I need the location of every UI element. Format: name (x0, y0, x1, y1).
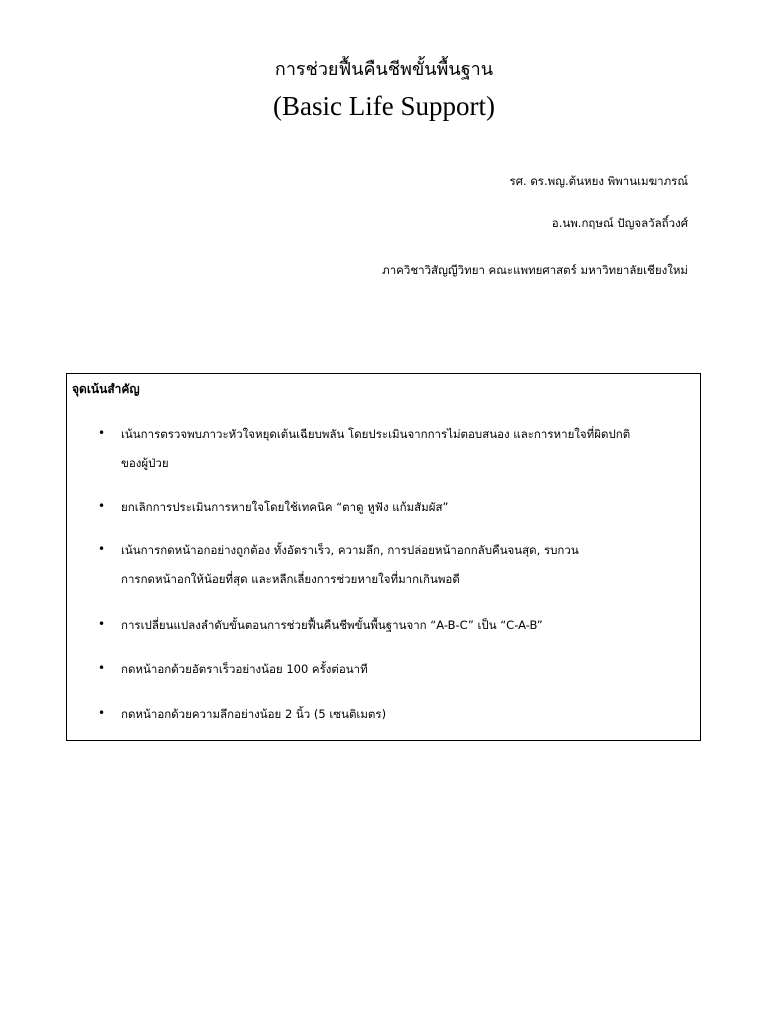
key-point-line: เน้นการตรวจพบภาวะหัวใจหยุดเต้นเฉียบพลัน โดยประเมินจากการไม่ตอบสนอง และการหายใจที่ผิดปกติ (121, 427, 631, 441)
key-point-line: เน้นการกดหน้าอกอย่างถูกต้อง ทั้งอัตราเร็ว, ความลึก, การปล่อยหน้าอกกลับคืนจนสุด, รบกวน (121, 543, 579, 557)
key-point-text (121, 655, 691, 684)
key-point-line: กดหน้าอกด้วยความลึกอย่างน้อย 2 นิ้ว (5 เซนติเมตร) (121, 707, 387, 721)
bullet-icon: • (98, 661, 106, 675)
key-point-line: ของผู้ป่วย (121, 456, 169, 470)
key-point-text (121, 536, 691, 594)
key-point-text (121, 420, 691, 478)
key-point-text (121, 611, 691, 640)
key-points-box (66, 373, 701, 741)
author-line-2: อ.นพ.กฤษณ์ ปัญจลวัลถิ์วงศ์ (551, 216, 688, 230)
title-english: (Basic Life Support) (273, 91, 495, 121)
bullet-icon: • (98, 426, 106, 440)
bullet-icon: • (98, 499, 106, 513)
key-points-heading: จุดเน้นสำคัญ (72, 382, 140, 396)
affiliation: ภาควิชาวิสัญญีวิทยา คณะแพทยศาสตร์ มหาวิทยาลัยเชียงใหม่ (382, 263, 688, 277)
key-point-line: ยกเลิกการประเมินการหายใจโดยใช้เทคนิค “ตาดู หูฟัง แก้มสัมผัส” (121, 500, 449, 514)
key-point-text (121, 493, 691, 522)
key-point-line: กดหน้าอกด้วยอัตราเร็วอย่างน้อย 100 ครั้งต่อนาที (121, 662, 368, 676)
bullet-icon: • (98, 706, 106, 720)
bullet-icon: • (98, 542, 106, 556)
title-thai: การช่วยฟื้นคืนชีพขั้นพื้นฐาน (274, 59, 494, 80)
key-point-line: การเปลี่ยนแปลงลำดับขั้นตอนการช่วยฟื้นคืนชีพขั้นพื้นฐานจาก “A-B-C” เป็น “C-A-B” (121, 618, 543, 632)
key-point-line: การกดหน้าอกให้น้อยที่สุด และหลีกเลี่ยงการช่วยหายใจที่มากเกินพอดี (121, 572, 460, 586)
key-point-text (121, 700, 691, 729)
author-line-1: รศ. ดร.พญ.ต้นหยง พิพานเมฆาภรณ์ (509, 174, 688, 188)
bullet-icon: • (98, 617, 106, 631)
